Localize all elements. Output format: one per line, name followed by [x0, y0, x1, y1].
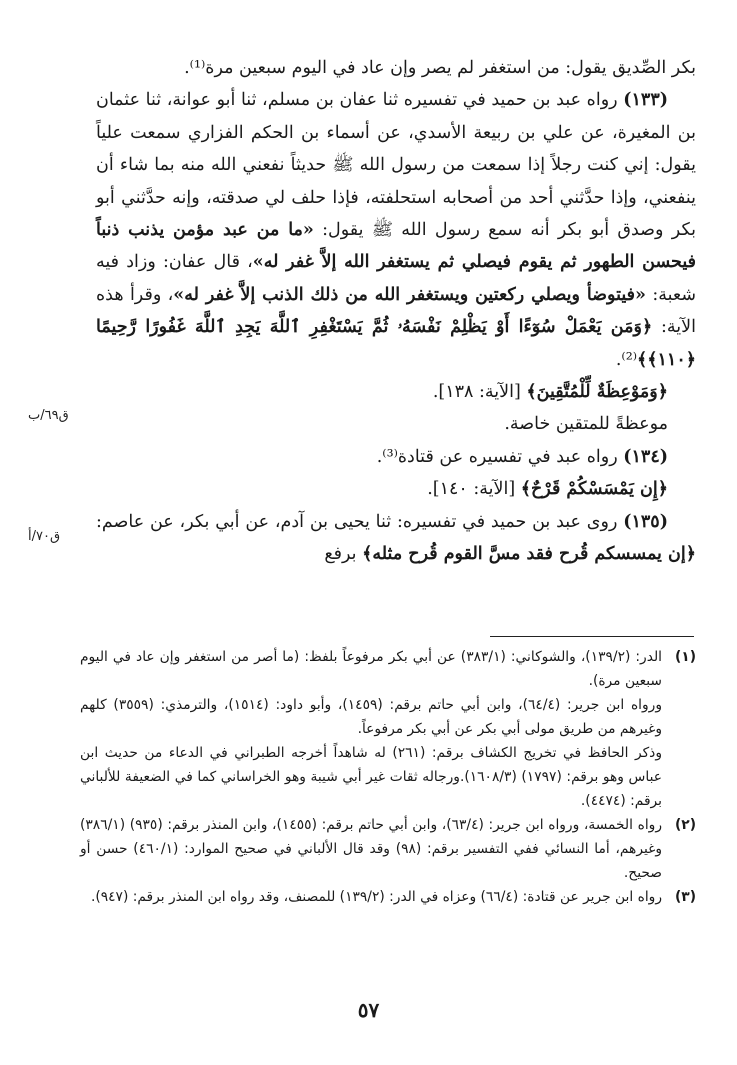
footnote-text: وذكر الحافظ في تخريج الكشاف برقم: (٢٦١) له شاهداً أخرجه الطبراني في الدعاء من حديث ابن عباس وهو برقم: (١٧٩٧) (١٦٠٨/٣).ورجاله ثقات غير أبي شيبة وهو الخراساني كما في الضعيفة للألباني برقم: (٤٤٧٤). [80, 745, 662, 809]
hadith-number: (١٣٣) [623, 90, 668, 111]
hadith-134 [96, 441, 696, 473]
footnote-number: (٣) [674, 889, 696, 905]
hadith-text: برفع [324, 544, 357, 565]
manuscript-folio-note: ق٦٩/ب [28, 408, 69, 423]
footnote-number: (١) [674, 649, 696, 665]
main-text [96, 52, 696, 571]
paragraph [96, 52, 696, 84]
page-number: ٥٧ [357, 998, 380, 1022]
hadith-text: ، قال عفان: وزاد فيه شعبة: [96, 252, 696, 305]
footnote-2 [80, 813, 696, 885]
footnote-text: ورواه ابن جرير: (٦٤/٤)، وابن أبي حاتم برقم: (١٤٥٩)، وأبو داود: (١٥١٤)، والترمذي: (٣٥٥٩) كلهم وغيرهم من طريق مولى أبي بكر عن أبي بكر مرفوعاً. [80, 697, 662, 737]
manuscript-folio-note: ق٧٠/أ [28, 529, 61, 544]
footnote-text: رواه ابن جرير عن قتادة: (٦٦/٤) وعزاه في الدر: (١٣٩/٢) للمصنف، وقد رواه ابن المنذر برقم: (٩٤٧). [90, 889, 662, 905]
footnotes [80, 645, 696, 909]
hadith-133 [96, 84, 696, 376]
footnote-3 [80, 885, 696, 909]
paragraph-text: موعظةً للمتقين خاصة. [504, 414, 668, 435]
footnote-divider [490, 636, 694, 637]
quran-verse: ﴿إِن يَمْسَسْكُمْ قَرْحٌ﴾ [520, 479, 668, 500]
hadith-text: رواه عبد بن حميد في تفسيره ثنا عفان بن مسلم، ثنا أبو عوانة، ثنا عثمان بن المغيرة، عن علي بن ربيعة الأسدي، عن أسماء بن الحكم الفزاري سمعت علياً يقول: إني كنت رجلاً إذا سمعت من رسول الله ﷺ حديثاً نفعني الله منه بما شاء أن ينفعني، وإذا حدَّثني أحد من أصحابه استحلفته، فإذا حلف لي صدقته، وإنه حدَّثني أبو بكر وصدق أبو بكر أنه سمع رسول الله ﷺ يقول: [96, 90, 696, 241]
verse-heading [96, 473, 696, 505]
hadith-quote: «ما من عبد مؤمن يذنب ذنباً فيحسن الطهور ثم يقوم فيصلي ثم يستغفر الله إلاَّ غفر له» [96, 220, 697, 273]
footnote-text: رواه الخمسة، ورواه ابن جرير: (٦٣/٤)، وابن أبي حاتم برقم: (١٤٥٥)، وابن المنذر برقم: (٩٣٥) (٣٨٦/١) وغيرهم، أما النسائي ففي التفسير برقم: (٩٨) وقد قال الألباني في صحيح الموارد: (٤٦٠/١) حسن أو صحيح. [80, 817, 662, 881]
footnote-ref: ⁽²⁾. [615, 349, 638, 370]
hadith-number: (١٣٤) [623, 446, 668, 467]
paragraph-text: بكر الصِّديق يقول: من استغفر لم يصر وإن عاد في اليوم سبعين مرة⁽¹⁾. [184, 58, 696, 78]
hadith-quote: ﴿إن يمسسكم قُرح فقد مسَّ القوم قُرح مثله﴾ [362, 544, 696, 565]
footnote-text: الدر: (١٣٩/٢)، والشوكاني: (٣٨٣/١) عن أبي بكر مرفوعاً بلفظ: (ما أصر من استغفر وإن عاد في اليوم سبعين مرة). [80, 649, 662, 689]
footnote-number: (٢) [674, 817, 696, 833]
hadith-text: رواه عبد في تفسيره عن قتادة⁽³⁾. [376, 446, 618, 467]
verse-reference: [الآية: ١٣٨]. [432, 382, 521, 403]
hadith-135 [96, 506, 696, 571]
verse-reference: [الآية: ١٤٠]. [427, 479, 516, 500]
hadith-quote: «فيتوضأ ويصلي ركعتين ويستغفر الله من ذلك الذنب إلاَّ غفر له» [173, 284, 646, 305]
hadith-text: ، وقرأ هذه الآية: [96, 284, 696, 338]
quran-verse: ﴿وَمَن يَعْمَلْ سُوٓءًا أَوْ يَظْلِمْ نَفْسَهُۥ ثُمَّ يَسْتَغْفِرِ ٱللَّهَ يَجِدِ ٱللَّهَ غَفُورًا رَّحِيمًا ﴿١١٠﴾﴾ [96, 317, 696, 370]
hadith-text: روى عبد بن حميد في تفسيره: ثنا يحيى بن آدم، عن أبي بكر، عن عاصم: [96, 511, 618, 532]
paragraph [96, 408, 696, 440]
hadith-number: (١٣٥) [623, 511, 668, 532]
quran-verse: ﴿وَمَوْعِظَةٌ لِّلْمُتَّقِينَ﴾ [526, 382, 668, 403]
verse-heading [96, 376, 696, 408]
footnote-1 [80, 645, 696, 693]
